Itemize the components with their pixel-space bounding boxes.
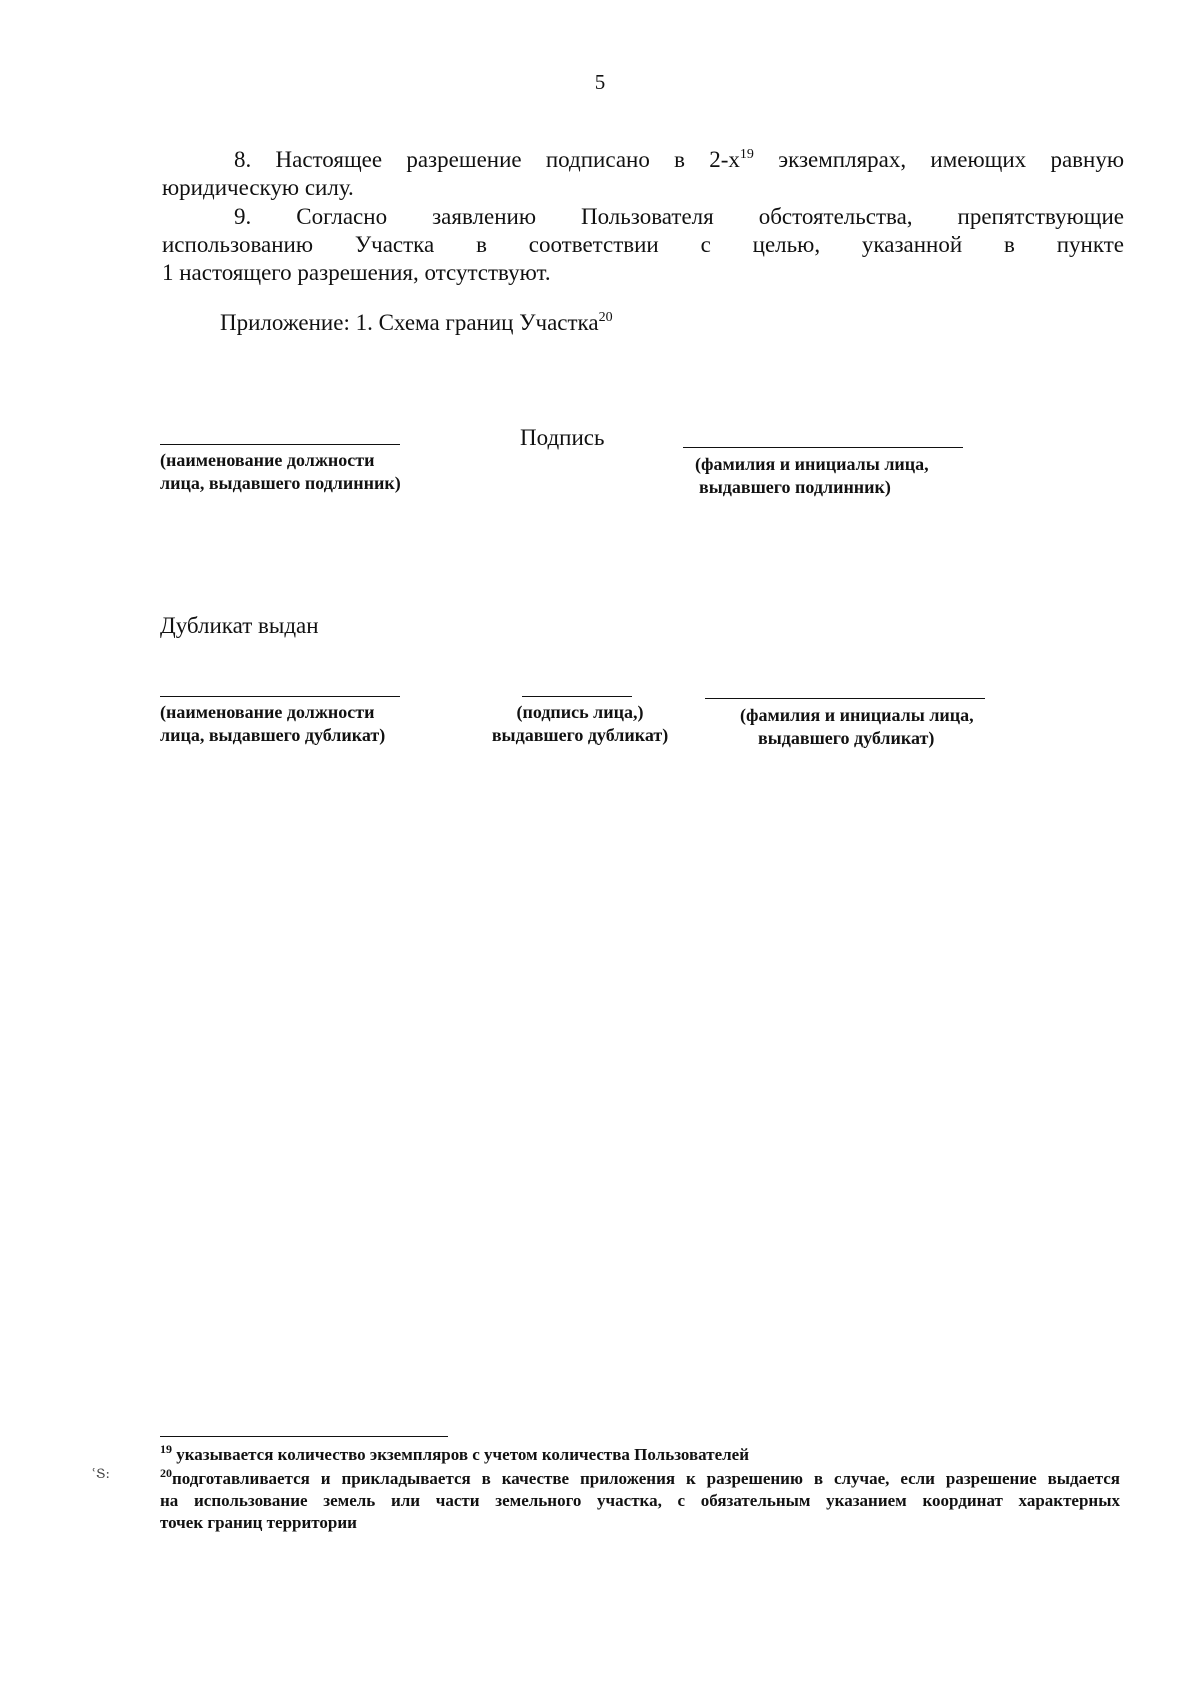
footnote-19-mark: 19 <box>160 1442 172 1456</box>
duplicate-signature-caption-line-1: (подпись лица,) <box>516 702 644 722</box>
footnote-20-line-3: точек границ территории <box>160 1513 357 1532</box>
original-position-line <box>160 444 400 445</box>
original-name-caption <box>695 453 929 499</box>
original-name-caption-line-2: выдавшего подлинник) <box>699 477 891 497</box>
signature-heading: Подпись <box>520 425 605 450</box>
footnote-20-mark: 20 <box>160 1466 172 1480</box>
clause-8-line-1 <box>162 146 1124 174</box>
original-position-caption <box>160 449 401 495</box>
original-position-caption-line-1: (наименование должности <box>160 450 375 470</box>
duplicate-title: Дубликат выдан <box>160 613 319 638</box>
footnote-separator <box>160 1436 448 1437</box>
clause-8-text: Настоящее разрешение подписано в 2-х <box>275 147 740 172</box>
duplicate-name-caption-line-2: выдавшего дубликат) <box>758 728 935 748</box>
clause-8-number: 8. <box>234 147 252 172</box>
clause-8-text-rest: экземплярах, имеющих равную <box>753 147 1125 172</box>
footnote-20-line-1 <box>160 1468 1120 1490</box>
clause-9-line-1 <box>162 203 1124 231</box>
duplicate-position-line <box>160 696 400 697</box>
clause-9-text: Согласно заявлению Пользователя обстоятельства, препятствующие <box>296 204 1125 229</box>
page-number: 5 <box>594 70 606 94</box>
footnote-ref-19: 19 <box>739 147 754 162</box>
original-name-line <box>683 447 963 448</box>
duplicate-signature-caption-line-2: выдавшего дубликат) <box>491 725 669 745</box>
duplicate-position-caption <box>160 701 385 747</box>
clause-8-line-2: юридическую силу. <box>162 175 354 200</box>
clause-9 <box>162 203 1124 287</box>
duplicate-signature-line <box>522 696 632 697</box>
footnote-19-text: указывается количество экземпляров с учетом количества Пользователей <box>172 1445 750 1464</box>
duplicate-name-caption <box>740 704 974 750</box>
clause-8 <box>162 146 1124 202</box>
footnote-19 <box>160 1444 1120 1466</box>
clause-9-line-3: 1 настоящего разрешения, отсутствуют. <box>162 260 551 285</box>
margin-mark: ՙՏ։ <box>92 1466 110 1481</box>
original-name-caption-line-1: (фамилия и инициалы лица, <box>695 454 929 474</box>
duplicate-name-line <box>705 698 985 699</box>
duplicate-position-caption-line-2: лица, выдавшего дубликат) <box>160 725 386 745</box>
clause-9-number: 9. <box>234 204 252 229</box>
duplicate-signature-caption <box>490 701 670 747</box>
footnote-20 <box>160 1468 1120 1534</box>
footnote-20-line-2: на использование земель или части земельного участка, с обязательным указанием координат характерных <box>160 1491 1120 1510</box>
clause-9-line-2: использованию Участка в соответствии с целью, указанной в пункте <box>162 232 1124 257</box>
footnote-ref-20: 20 <box>598 310 613 325</box>
footnote-20-text-1: подготавливается и прикладывается в качестве приложения к разрешению в случае, если разрешение выдается <box>172 1469 1120 1488</box>
appendix <box>220 310 613 336</box>
duplicate-name-caption-line-1: (фамилия и инициалы лица, <box>740 705 974 725</box>
original-position-caption-line-2: лица, выдавшего подлинник) <box>160 473 401 493</box>
duplicate-position-caption-line-1: (наименование должности <box>160 702 375 722</box>
appendix-text: Приложение: 1. Схема границ Участка <box>220 310 599 335</box>
